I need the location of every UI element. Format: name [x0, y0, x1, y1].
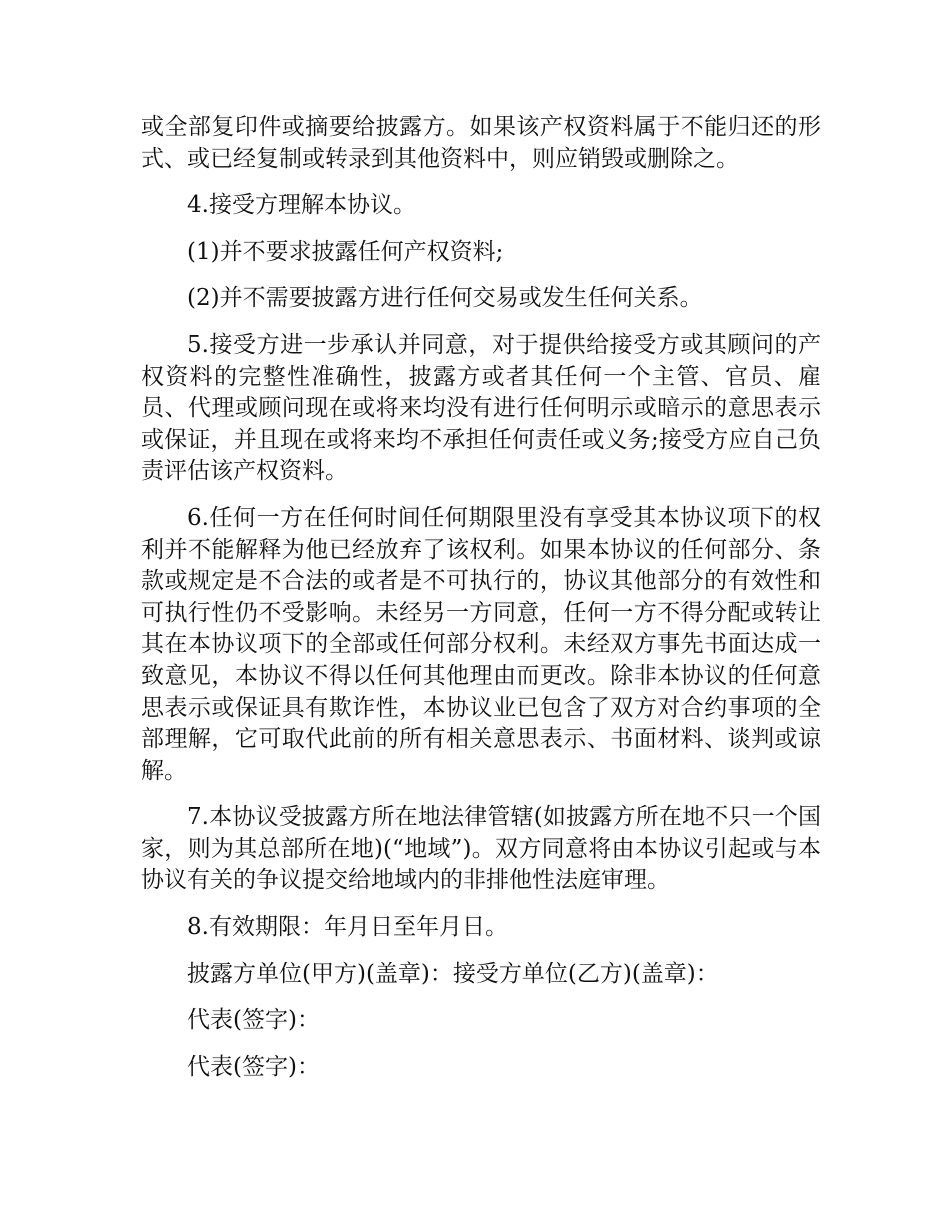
clause-4: 4.接受方理解本协议。	[187, 192, 416, 219]
clause-4-item-1: (1)并不要求披露任何产权资料;	[187, 238, 504, 265]
document-body	[141, 112, 821, 1098]
representative-signature-1: 代表(签字)：	[187, 1007, 320, 1034]
clause-5: 5.接受方进一步承认并同意，对于提供给接受方或其顾问的产权资料的完整性准确性，披露方或者其任何一个主管、官员、雇员、代理或顾问现在或将来均没有进行任何明示或暗示的意思表示或保证，并且现在或将来均不承担任何责任或义务;接受方应自己负责评估该产权资料。	[141, 331, 821, 485]
clause-8-validity: 8.有效期限：年月日至年月日。	[187, 914, 508, 941]
signature-units-line: 披露方单位(甲方)(盖章)：接受方单位(乙方)(盖章)：	[187, 960, 719, 987]
clause-6: 6.任何一方在任何时间任何期限里没有享受其本协议项下的权利并不能解释为他已经放弃了该权利。如果本协议的任何部分、条款或规定是不合法的或者是不可执行的，协议其他部分的有效性和可执行性仍不受影响。未经另一方同意，任何一方不得分配或转让其在本协议项下的全部或任何部分权利。未经双方事先书面达成一致意见，本协议不得以任何其他理由而更改。除非本协议的任何意思表示或保证具有欺诈性，本协议业已包含了双方对合约事项的全部理解，它可取代此前的所有相关意思表示、书面材料、谈判或谅解。	[141, 504, 821, 784]
clause-7: 7.本协议受披露方所在地法律管辖(如披露方所在地不只一个国家，则为其总部所在地)(“地域”)。双方同意将由本协议引起或与本协议有关的争议提交给地域内的非排他性法庭审理。	[141, 804, 821, 894]
representative-signature-2: 代表(签字)：	[187, 1053, 320, 1080]
clause-4-item-2: (2)并不需要披露方进行任何交易或发生任何关系。	[187, 285, 703, 312]
paragraph-continuation: 或全部复印件或摘要给披露方。如果该产权资料属于不能归还的形式、或已经复制或转录到其他资料中，则应销毁或删除之。	[141, 114, 821, 172]
